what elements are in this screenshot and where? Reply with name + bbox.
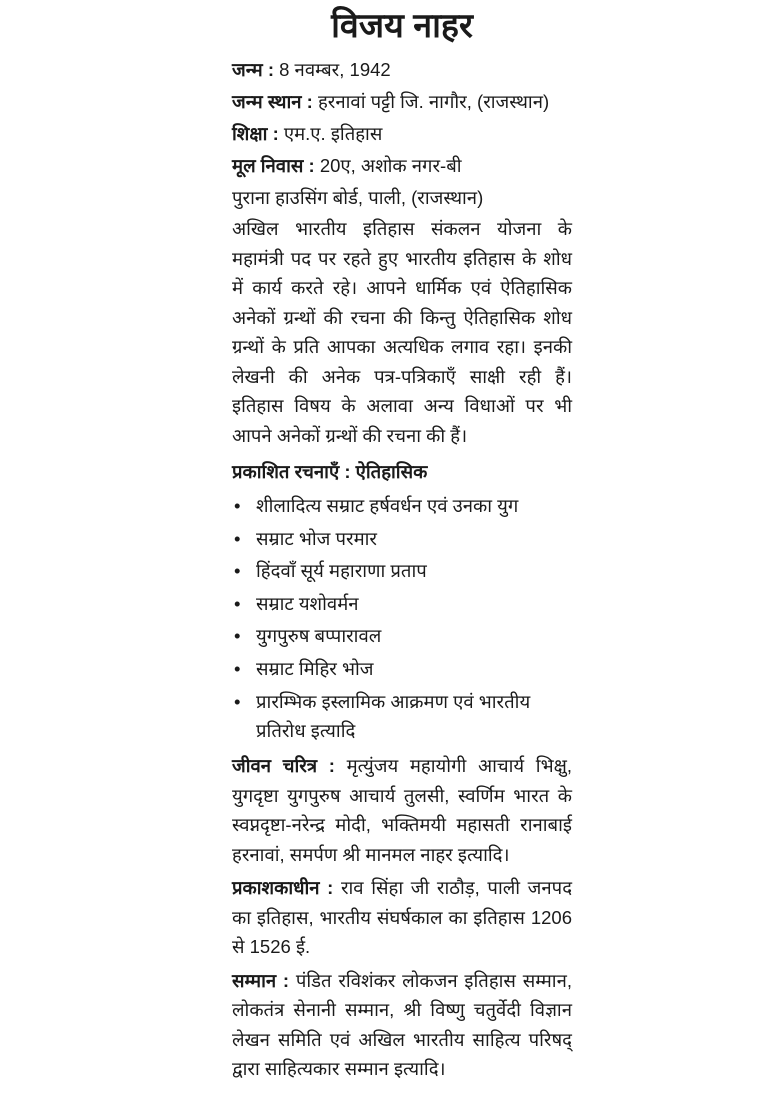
fact-label: जन्म : [232,59,274,80]
list-item [232,523,572,556]
section-honours [232,966,572,1084]
publications-list [232,490,572,745]
bullet-icon: • [234,495,241,516]
list-item [232,588,572,621]
bio-paragraph: अखिल भारतीय इतिहास संकलन योजना के महामंत्री पद पर रहते हुए भारतीय इतिहास के शोध में कार्य करते रहे। आपने धार्मिक एवं ऐतिहासिक अनेकों ग्रन्थों की रचना की किन्तु ऐतिहासिक शोध ग्रन्थों के प्रति आपका अत्यधिक लगाव रहा। इनकी लेखनी की अनेक पत्र-पत्रिकाएँ साक्षी रही हैं। इतिहास विषय के अलावा अन्य विधाओं पर भी आपने अनेकों ग्रन्थों की रचना की हैं। [232,218,572,446]
section-text: राव सिंहा जी राठौड़, पाली जनपद का इतिहास, भारतीय संघर्षकाल का इतिहास 1206 से 1526 ई. [232,877,573,957]
list-item-text: युगपुरुष बप्पारावल [256,625,382,646]
fact-value: 20ए, अशोक नगर-बी [319,155,462,176]
section-label: सम्मान : [232,969,290,991]
bullet-icon: • [234,691,241,712]
bullet-icon: • [234,657,241,679]
list-item-text: शीलादित्य सम्राट हर्षवर्धन एवं उनका युग [256,495,519,516]
list-item-text: सम्राट मिहिर भोज [256,657,374,679]
bullet-icon: • [234,625,241,646]
fact-label: शिक्षा : [232,123,279,144]
fact-birthplace [232,86,572,118]
fact-label: जन्म स्थान : [232,91,313,112]
section-text: पंडित रविशंकर लोकजन इतिहास सम्मान, लोकतंत्र सेनानी सम्मान, श्री विष्णु चतुर्वेदी विज्ञान लेखन समिति एवं अखिल भारतीय साहित्य परिषद् द्वारा साहित्यकार सम्मान इत्यादि। [232,969,572,1079]
fact-residence [232,150,572,182]
fact-education [232,118,572,150]
list-item-text: प्रारम्भिक इस्लामिक आक्रमण एवं भारतीय प्रतिरोध इत्यादि [256,691,531,741]
section-forthcoming [232,873,572,962]
fact-value: हरनावां पट्टी जि. नागौर, (राजस्थान) [317,91,550,112]
fact-value: एम.ए. इतिहास [283,123,383,144]
list-item-text: सम्राट यशोवर्मन [256,592,359,614]
list-item [232,555,572,588]
list-item [232,620,572,653]
section-label: जीवन चरित्र : [232,755,335,776]
page-title: विजय नाहर [331,7,473,45]
bullet-icon: • [234,560,241,581]
section-biographies [232,751,572,869]
list-item [232,653,572,686]
biography-column [232,0,572,1088]
list-item [232,687,572,745]
section-text: मृत्युंजय महायोगी आचार्य भिक्षु, युगदृष्टा युगपुरुष आचार्य तुलसी, स्वर्णिम भारत के स्वप्नदृष्टा-नरेन्द्र मोदी, भक्तिमयी महासती रानाबाई हरनावां, समर्पण श्री मानमल नाहर इत्यादि। [232,755,572,865]
address-line-2: पुराना हाउसिंग बोर्ड, पाली, (राजस्थान) [232,187,484,208]
section-label: प्रकाशकाधीन : [232,877,334,898]
list-item-text: हिंदवाँ सूर्य महाराणा प्रताप [256,560,427,581]
fact-value: 8 नवम्बर, 1942 [279,59,391,80]
bullet-icon: • [234,592,241,614]
fact-birth [232,54,572,86]
list-item [232,490,572,523]
bullet-icon: • [234,527,241,549]
list-item-text: सम्राट भोज परमार [256,527,377,549]
fact-label: मूल निवास : [232,155,315,176]
publications-heading: प्रकाशित रचनाएँ : ऐतिहासिक [232,461,428,482]
